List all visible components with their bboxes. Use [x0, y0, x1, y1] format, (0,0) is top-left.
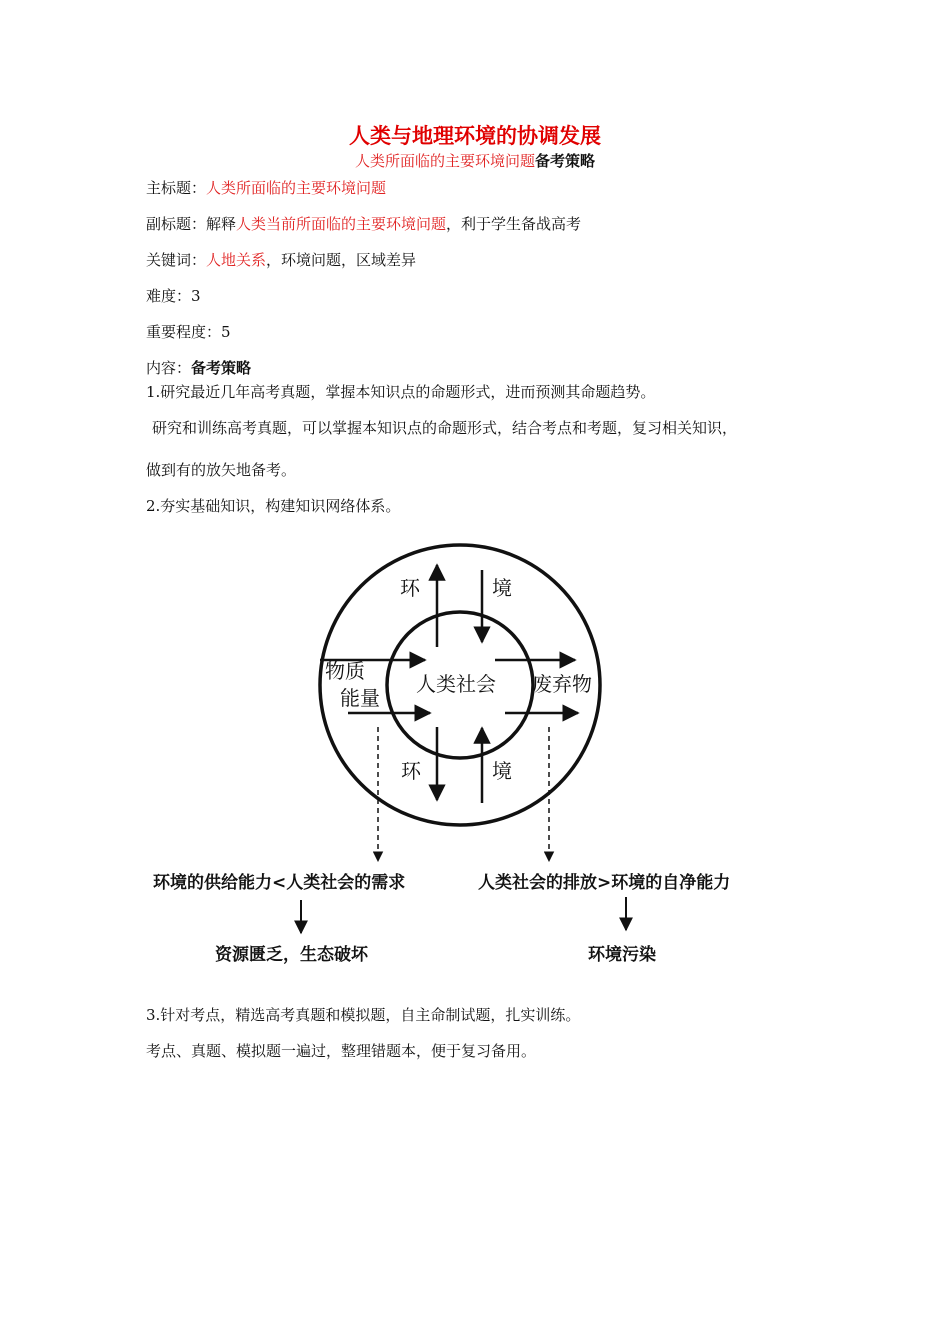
label-env-top-right: 境 [492, 576, 512, 600]
paragraph-2: 研究和训练高考真题，可以掌握本知识点的命题形式，结合考点和考题，复习相关知识， [152, 419, 738, 437]
subtitle-topic: 人类所面临的主要环境问题 [354, 152, 535, 170]
paragraph-6: 考点、真题、模拟题一遍过，整理错题本，便于复习备用。 [146, 1042, 537, 1060]
keywords-rest: ，环境问题，区域差异 [266, 251, 417, 269]
condition-right: 人类社会的排放>环境的自净能力 [478, 873, 731, 893]
label-env-bottom-left: 环 [401, 759, 421, 783]
keywords-label: 关键词： [146, 251, 207, 269]
label-env-top-left: 环 [400, 576, 420, 600]
document-subtitle [0, 150, 950, 171]
sub-title-line [146, 213, 581, 234]
keywords-line [146, 249, 416, 270]
main-title-label: 主标题： [146, 179, 207, 197]
sub-title-value: 人类当前所面临的主要环境问题 [236, 215, 447, 233]
sub-title-label: 副标题：解释 [146, 215, 237, 233]
content-label: 内容： [146, 359, 192, 377]
label-human-society: 人类社会 [416, 672, 496, 696]
paragraph-3: 做到有的放矢地备考。 [146, 461, 297, 479]
paragraph-5: 3.针对考点，精选高考真题和模拟题，自主命制试题，扎实训练。 [146, 1006, 581, 1024]
subtitle-strategy: 备考策略 [535, 152, 596, 170]
label-waste: 废弃物 [532, 672, 592, 696]
result-left: 资源匮乏，生态破坏 [215, 945, 368, 965]
document-title: 人类与地理环境的协调发展 [349, 124, 601, 148]
main-title-line [146, 177, 386, 198]
main-title-value: 人类所面临的主要环境问题 [206, 179, 387, 197]
label-matter: 物质 [325, 659, 365, 683]
content-line [146, 357, 251, 378]
content-value: 备考策略 [191, 359, 252, 377]
human-environment-diagram [140, 535, 820, 975]
label-env-bottom-right: 境 [492, 759, 512, 783]
keywords-value: 人地关系 [206, 251, 267, 269]
result-right: 环境污染 [588, 945, 656, 965]
paragraph-4: 2.夯实基础知识，构建知识网络体系。 [146, 497, 401, 515]
difficulty-line: 难度：3 [146, 287, 201, 305]
paragraph-1: 1.研究最近几年高考真题，掌握本知识点的命题形式，进而预测其命题趋势。 [146, 383, 656, 401]
importance-line: 重要程度：5 [146, 323, 231, 341]
sub-title-rest: ，利于学生备战高考 [446, 215, 582, 233]
label-energy: 能量 [340, 686, 380, 710]
condition-left: 环境的供给能力<人类社会的需求 [153, 873, 406, 893]
